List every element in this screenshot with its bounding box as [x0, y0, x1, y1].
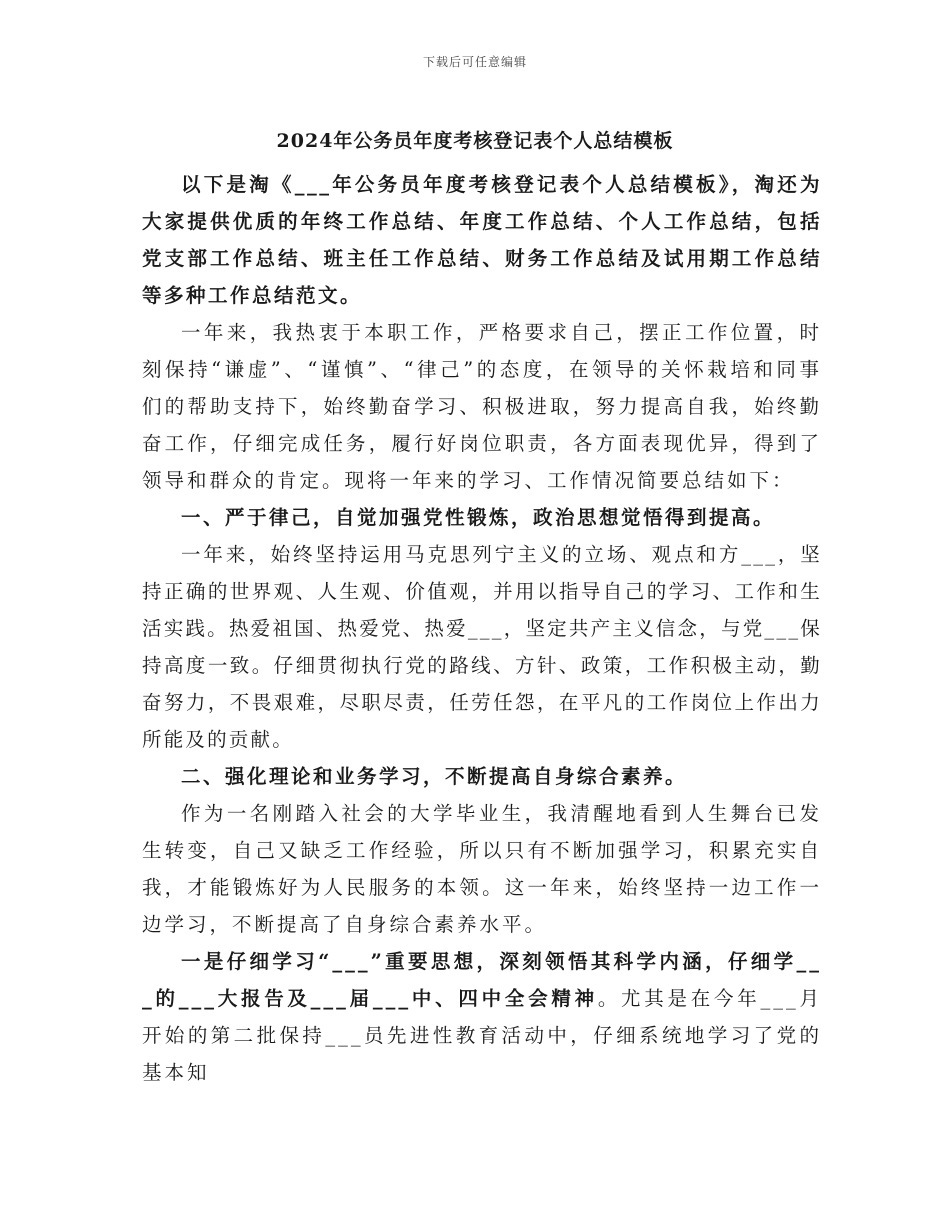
- section-heading-1: 一、严于律己，自觉加强党性锻炼，政治思想觉悟得到提高。: [181, 506, 776, 529]
- section-2-paragraph: 作为一名刚踏入社会的大学毕业生，我清醒地看到人生舞台已发生转变，自己又缺乏工作经验，所以只有不断加强学习，积累充实自我，才能锻炼好为人民服务的本领。这一年来，始终坚持一边工作一边学习，不断提高了自身综合素养水平。: [142, 802, 822, 936]
- study-paragraph-rest: 。尤其是在今年___月开始的第二批保持___员先进性教育活动中，仔细系统地学习了党的基本知: [142, 987, 822, 1084]
- intro-paragraph: 以下是淘《___年公务员年度考核登记表个人总结模板》，淘还为大家提供优质的年终工作总结、年度工作总结、个人工作总结，包括党支部工作总结、班主任工作总结、财务工作总结及试用期工作总结等多种工作总结范文。: [142, 173, 822, 307]
- section-heading-2: 二、强化理论和业务学习，不断提高自身综合素养。: [181, 765, 688, 788]
- study-paragraph: [142, 943, 822, 1091]
- summary-paragraph: 一年来，我热衷于本职工作，严格要求自己，摆正工作位置，时刻保持“谦虚”、“谨慎”、“律己”的态度，在领导的关怀栽培和同事们的帮助支持下，始终勤奋学习、积极进取，努力提高自我，始终勤奋工作，仔细完成任务，履行好岗位职责，各方面表现优异，得到了领导和群众的肯定。现将一年来的学习、工作情况简要总结如下：: [142, 321, 822, 492]
- study-paragraph-lead: 一是仔细学习“___”重要思想，深刻领悟其科学内涵，仔细学___的___大报告及___届___中、四中全会精神: [142, 950, 822, 1010]
- document-body: [142, 166, 822, 1091]
- header-note: 下载后可任意编辑: [422, 55, 527, 69]
- document-title: 2024年公务员年度考核登记表个人总结模板: [276, 130, 674, 152]
- section-1-paragraph: 一年来，始终坚持运用马克思列宁主义的立场、观点和方___，坚持正确的世界观、人生观、价值观，并用以指导自己的学习、工作和生活实践。热爱祖国、热爱党、热爱___，坚定共产主义信念，与党___保持高度一致。仔细贯彻执行党的路线、方针、政策，工作积极主动，勤奋努力，不畏艰难，尽职尽责，任劳任怨，在平凡的工作岗位上作出力所能及的贡献。: [142, 543, 822, 751]
